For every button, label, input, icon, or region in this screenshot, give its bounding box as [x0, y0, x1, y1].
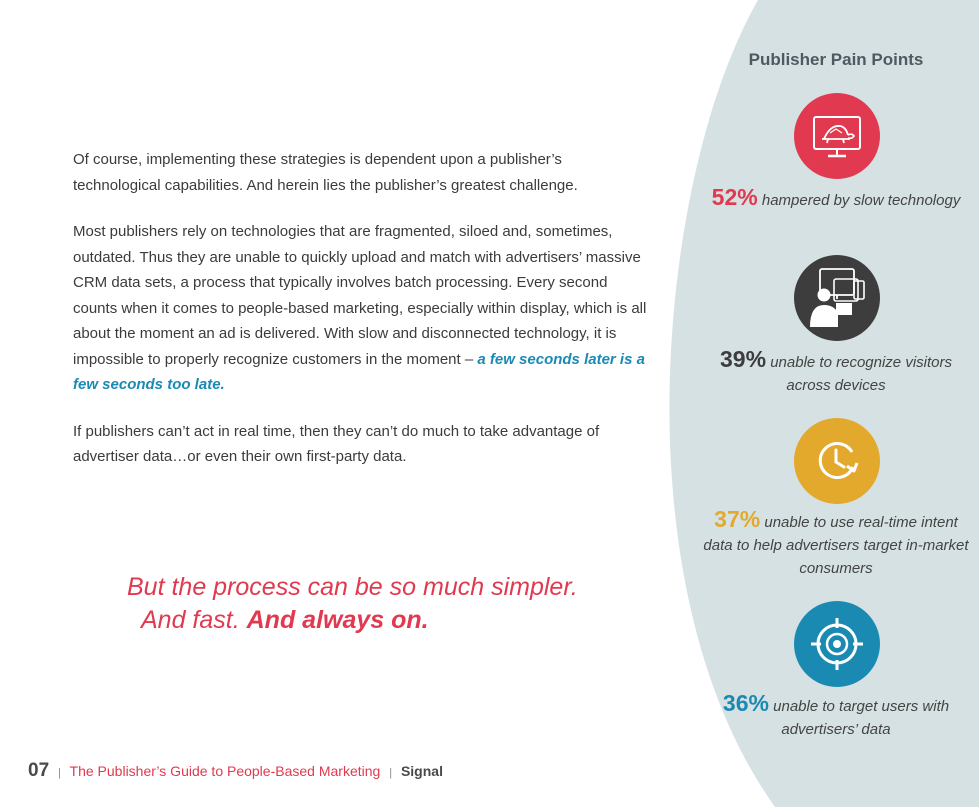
paragraph-2-text: Most publishers rely on technologies that are fragmented, siloed and, sometimes, outdated. Thus they are unable to quickly upload and match with advertisers’ massive CRM data sets, a process that typically involves batch processing. Every second counts when it comes to people-based marketing, especially within display, which is all about the moment an ad is delivered. With slow and disconnected technology, it is impossible to properly recognize customers in the moment – — [73, 223, 647, 368]
stat-36-percent: 36% — [722, 690, 769, 716]
clock-refresh-icon — [794, 418, 880, 504]
devices-person-icon — [794, 255, 880, 341]
stat-52-text: hampered by slow technology — [761, 192, 961, 209]
stat-39-text: unable to recognize visitors across devices — [770, 354, 952, 394]
paragraph-3: If publishers can’t act in real time, then they can’t do much to take advantage of advertiser data…or even their own first-party data. — [73, 422, 600, 465]
quote-bold: And always on. — [246, 606, 429, 634]
stat-36-text: unable to target users with advertisers’ data — [773, 698, 950, 738]
quote-plain: And fast. — [141, 606, 240, 634]
footer-separator-2: | — [389, 767, 393, 779]
turtle-monitor-icon — [794, 93, 880, 179]
guide-title: The Publisher’s Guide to People-Based Marketing — [69, 763, 381, 779]
stat-39-percent: 39% — [720, 346, 767, 372]
pull-quote — [127, 571, 578, 637]
paragraph-1: Of course, implementing these strategies is dependent upon a publisher’s technological capabilities. And herein lies the publisher’s greatest challenge. — [73, 151, 578, 194]
stat-52 — [700, 186, 972, 212]
brand-name: Signal — [400, 763, 443, 779]
stat-39 — [700, 348, 972, 397]
footer-separator: | — [58, 767, 61, 779]
page-number: 07 — [28, 760, 50, 781]
body-text — [73, 147, 653, 491]
quote-line-1: But the process can be so much simpler. — [127, 573, 578, 601]
target-icon — [794, 601, 880, 687]
stat-37 — [700, 508, 972, 580]
quote-line-2 — [127, 604, 578, 637]
sidebar-title: Publisher Pain Points — [748, 50, 924, 69]
stat-52-percent: 52% — [711, 184, 758, 210]
footer — [28, 760, 443, 782]
stat-37-percent: 37% — [714, 506, 761, 532]
highlight-text: a few seconds later is a few seconds too late. — [73, 350, 645, 393]
stat-37-text: unable to use real-time intent data to help advertisers target in-market consumers — [703, 514, 969, 577]
paragraph-2 — [73, 219, 653, 398]
stat-36 — [700, 692, 972, 741]
